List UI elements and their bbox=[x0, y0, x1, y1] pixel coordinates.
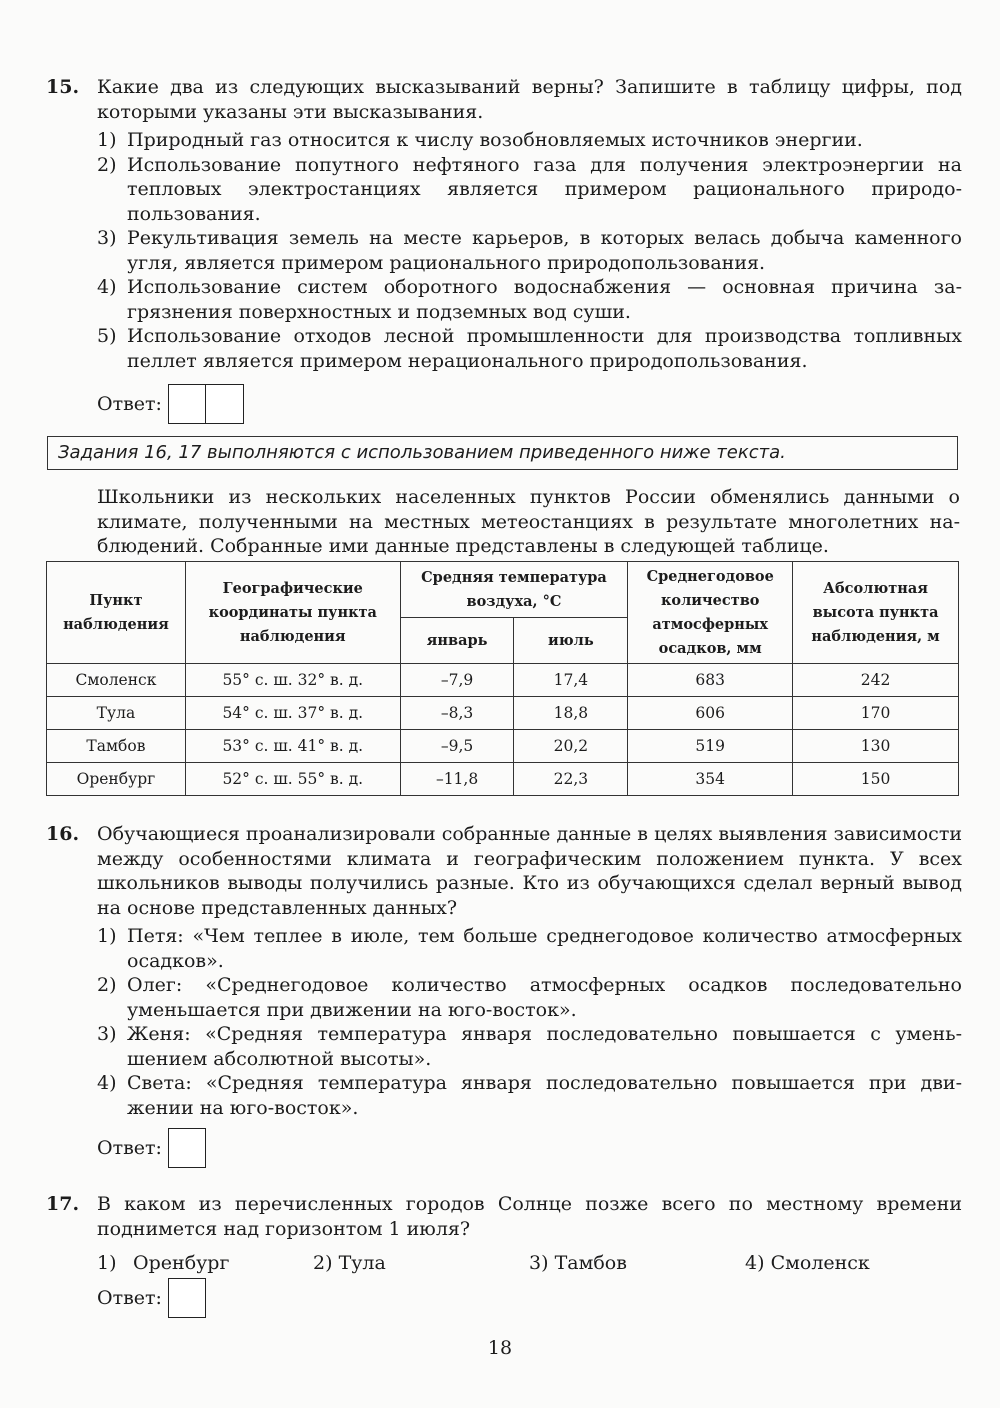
option-text: Женя: «Средняя температура января последовательно повышается с уменьшением абсолютной высоты». bbox=[127, 1023, 962, 1070]
option-number: 1) bbox=[97, 129, 117, 151]
header-point: Пункт наблюдения bbox=[47, 562, 186, 664]
option-text: Использование попутного нефтяного газа для получения электроэнергии на тепловых электростанциях является примером рационального природопользования. bbox=[127, 153, 962, 225]
option-3 bbox=[529, 1251, 745, 1276]
option-4 bbox=[97, 1071, 962, 1120]
option-number: 3) bbox=[529, 1252, 549, 1274]
header-coords: Географические координаты пункта наблюдения bbox=[185, 562, 400, 664]
cell-city: Оренбург bbox=[47, 763, 186, 796]
cell-precip: 519 bbox=[628, 730, 793, 763]
option-text: Рекультивация земель на месте карьеров, в которых велась добыча каменного угля, является примером рационального природопользования. bbox=[127, 227, 962, 274]
cell-city: Тамбов bbox=[47, 730, 186, 763]
option-1 bbox=[97, 128, 962, 153]
answer-cell-1[interactable] bbox=[168, 384, 206, 424]
cell-height: 170 bbox=[793, 697, 959, 730]
option-2 bbox=[97, 153, 962, 227]
cell-city: Тула bbox=[47, 697, 186, 730]
option-text: Петя: «Чем теплее в июле, тем больше среднегодовое количество атмосферных осадков». bbox=[127, 925, 962, 972]
cell-jul: 18,8 bbox=[514, 697, 628, 730]
cell-coords: 54° с. ш. 37° в. д. bbox=[185, 697, 400, 730]
option-text: Смоленск bbox=[770, 1252, 870, 1274]
options-row bbox=[97, 1251, 962, 1276]
option-number: 4) bbox=[97, 276, 117, 298]
table-row bbox=[47, 763, 959, 796]
answer-cell[interactable] bbox=[168, 1278, 206, 1318]
answer-label: Ответ: bbox=[97, 392, 162, 415]
answer-15 bbox=[97, 384, 244, 424]
table-row bbox=[47, 730, 959, 763]
cell-jan: –11,8 bbox=[400, 763, 514, 796]
option-2 bbox=[97, 973, 962, 1022]
option-5 bbox=[97, 324, 962, 373]
cell-jan: –8,3 bbox=[400, 697, 514, 730]
cell-jul: 17,4 bbox=[514, 664, 628, 697]
option-number: 2) bbox=[97, 153, 117, 176]
cell-precip: 606 bbox=[628, 697, 793, 730]
question-text: В каком из перечисленных городов Солнце позже всего по местному времени поднимется над горизонтом 1 июля? bbox=[97, 1193, 962, 1240]
answer-cell[interactable] bbox=[168, 1128, 206, 1168]
option-number: 1) bbox=[97, 1252, 117, 1274]
option-text: Света: «Средняя температура января последовательно повышается при движении на юго-восток». bbox=[127, 1072, 962, 1119]
question-number: 15. bbox=[46, 76, 80, 98]
answer-cell-2[interactable] bbox=[206, 384, 244, 424]
header-height: Абсолютная высота пункта наблюдения, м bbox=[793, 562, 959, 664]
option-text: Олег: «Среднегодовое количество атмосферных осадков последовательно уменьшается при движении на юго-восток». bbox=[127, 974, 962, 1021]
cell-precip: 683 bbox=[628, 664, 793, 697]
option-number: 1) bbox=[97, 925, 117, 947]
header-temp: Средняя температура воздуха, °С bbox=[400, 562, 628, 618]
option-text: Оренбург bbox=[133, 1252, 230, 1274]
option-text: Использование отходов лесной промышленности для производства топливных пеллет является примером нерационального природопользования. bbox=[127, 325, 962, 372]
answer-16 bbox=[97, 1128, 206, 1168]
option-number: 5) bbox=[97, 325, 117, 347]
option-text: Природный газ относится к числу возобновляемых источников энергии. bbox=[127, 129, 863, 151]
option-number: 4) bbox=[745, 1252, 765, 1274]
option-2 bbox=[313, 1251, 529, 1276]
option-number: 2) bbox=[313, 1252, 333, 1274]
question-number: 16. bbox=[46, 823, 80, 845]
question-text: Какие два из следующих высказываний верны? Запишите в таблицу цифры, под которыми указаны эти высказывания. bbox=[97, 76, 962, 123]
option-text: Использование систем оборотного водоснабжения — основная причина загрязнения поверхностных и подземных вод суши. bbox=[127, 276, 962, 323]
cell-jan: –7,9 bbox=[400, 664, 514, 697]
cell-jul: 22,3 bbox=[514, 763, 628, 796]
option-text: Тула bbox=[338, 1252, 386, 1274]
answer-17 bbox=[97, 1278, 206, 1318]
option-1 bbox=[97, 1251, 313, 1276]
instruction-banner: Задания 16, 17 выполняются с использованием приведенного ниже текста. bbox=[47, 436, 958, 470]
cell-height: 242 bbox=[793, 664, 959, 697]
cell-coords: 55° с. ш. 32° в. д. bbox=[185, 664, 400, 697]
question-17 bbox=[46, 1192, 962, 1276]
intro-text: Школьники из нескольких населенных пунктов России обменялись данными о климате, полученными на местных метеостанциях в результате многолетних наблюдений. Собранные ими данные представлены в следующей таблице. bbox=[97, 486, 960, 557]
question-number: 17. bbox=[46, 1193, 80, 1215]
table-row bbox=[47, 664, 959, 697]
option-1 bbox=[97, 924, 962, 973]
answer-label: Ответ: bbox=[97, 1136, 162, 1159]
question-text: Обучающиеся проанализировали собранные данные в целях выявления зависимости между особенностями климата и географическим положением пункта. У всех школьников выводы получились разные. Кто из обучающихся сделал верный вывод на основе представленных данных? bbox=[97, 823, 962, 919]
header-jul: июль bbox=[514, 618, 628, 664]
cell-coords: 53° с. ш. 41° в. д. bbox=[185, 730, 400, 763]
option-3 bbox=[97, 1022, 962, 1071]
option-4 bbox=[97, 275, 962, 324]
option-number: 4) bbox=[97, 1072, 117, 1094]
question-16 bbox=[46, 822, 962, 1120]
cell-jan: –9,5 bbox=[400, 730, 514, 763]
cell-jul: 20,2 bbox=[514, 730, 628, 763]
page-number: 18 bbox=[487, 1337, 513, 1359]
header-precip: Среднегодовое количество атмосферных осадков, мм bbox=[628, 562, 793, 664]
option-3 bbox=[97, 226, 962, 275]
option-4 bbox=[745, 1251, 945, 1276]
climate-table bbox=[46, 561, 959, 796]
question-15 bbox=[46, 75, 962, 373]
option-text: Тамбов bbox=[554, 1252, 627, 1274]
header-jan: январь bbox=[400, 618, 514, 664]
table-row bbox=[47, 697, 959, 730]
answer-label: Ответ: bbox=[97, 1286, 162, 1309]
cell-height: 150 bbox=[793, 763, 959, 796]
option-number: 3) bbox=[97, 227, 117, 249]
cell-height: 130 bbox=[793, 730, 959, 763]
cell-city: Смоленск bbox=[47, 664, 186, 697]
cell-coords: 52° с. ш. 55° в. д. bbox=[185, 763, 400, 796]
option-number: 2) bbox=[97, 974, 117, 996]
cell-precip: 354 bbox=[628, 763, 793, 796]
option-number: 3) bbox=[97, 1023, 117, 1045]
